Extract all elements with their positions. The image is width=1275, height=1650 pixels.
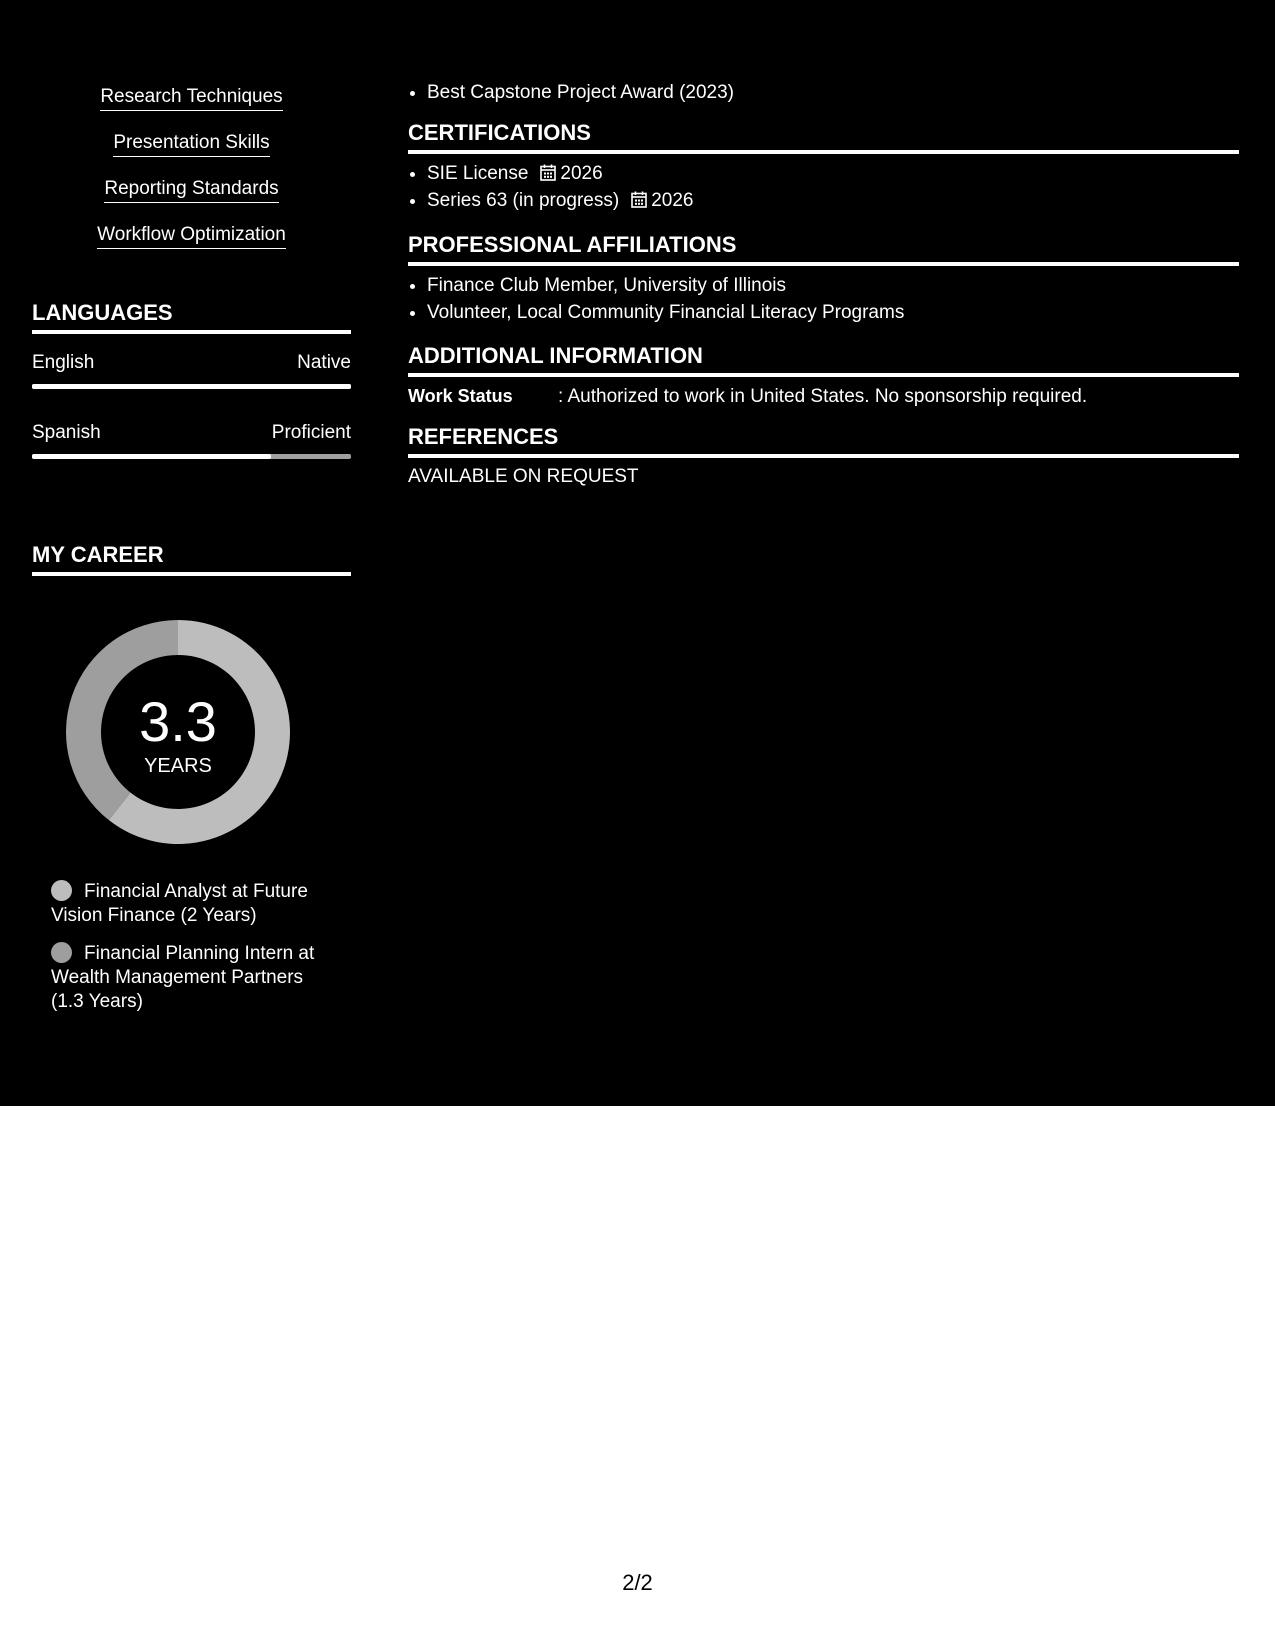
- skills-list: [32, 86, 351, 270]
- language-row: [32, 404, 351, 474]
- career-legend-item: [51, 942, 331, 1014]
- page-number: 2/2: [622, 1570, 653, 1595]
- career-title: MY CAREER: [32, 542, 351, 576]
- affiliation-item: • Finance Club Member, University of Illinois: [427, 272, 1239, 299]
- career-role-label: Financial Analyst at Future Vision Finance (2 Years): [51, 881, 308, 926]
- work-status-row: [408, 383, 1239, 410]
- certification-name: Series 63 (in progress): [427, 190, 620, 211]
- legend-dot-icon: [51, 942, 72, 963]
- award-item: • Best Capstone Project Award (2023): [427, 79, 1239, 106]
- certification-name: SIE License: [427, 163, 529, 184]
- work-status-label: Work Status: [408, 386, 513, 406]
- affiliations-section: [408, 232, 1239, 326]
- certifications-list: [408, 160, 1239, 214]
- certification-year: 2026: [651, 190, 694, 211]
- affiliations-list: [408, 272, 1239, 326]
- skill-tag: Research Techniques: [100, 86, 282, 111]
- career-section: [32, 542, 351, 1012]
- calendar-icon: [631, 191, 647, 208]
- career-total-value: 3.3: [139, 690, 217, 753]
- additional-info-section: [408, 343, 1239, 410]
- language-name: Spanish: [32, 422, 101, 443]
- additional-info-title: ADDITIONAL INFORMATION: [408, 343, 1239, 377]
- language-bar-fill: [32, 454, 271, 459]
- legend-dot-icon: [51, 880, 72, 901]
- languages-section: [32, 300, 351, 474]
- language-level: Proficient: [271, 422, 351, 443]
- language-name: English: [32, 352, 95, 373]
- skill-tag: Reporting Standards: [104, 178, 278, 203]
- certification-item: [427, 187, 1239, 214]
- certification-year: 2026: [560, 163, 603, 184]
- career-legend-item: [51, 880, 331, 928]
- affiliation-item: • Volunteer, Local Community Financial Literacy Programs: [427, 299, 1239, 326]
- affiliations-title: PROFESSIONAL AFFILIATIONS: [408, 232, 1239, 266]
- calendar-icon: [540, 164, 556, 181]
- left-column: [32, 0, 351, 1106]
- career-role-label: Financial Planning Intern at Wealth Management Partners (1.3 Years): [51, 943, 315, 1012]
- language-row: [32, 334, 351, 404]
- certification-item: [427, 160, 1239, 187]
- language-level: Native: [297, 352, 351, 373]
- skill-tag: Presentation Skills: [113, 132, 269, 157]
- language-bar: [32, 454, 351, 459]
- certifications-section: [408, 120, 1239, 214]
- references-section: [408, 424, 1239, 490]
- certifications-title: CERTIFICATIONS: [408, 120, 1239, 154]
- work-status-value: : Authorized to work in United States. No sponsorship required.: [558, 386, 1088, 407]
- awards-list: [408, 79, 1239, 106]
- language-bar-fill: [32, 384, 351, 389]
- languages-title: LANGUAGES: [32, 300, 351, 334]
- career-legend: [51, 880, 331, 1028]
- career-total-unit: YEARS: [144, 755, 212, 777]
- skill-tag: Workflow Optimization: [97, 224, 286, 249]
- references-text: AVAILABLE ON REQUEST: [408, 466, 639, 487]
- language-bar: [32, 384, 351, 389]
- references-title: REFERENCES: [408, 424, 1239, 458]
- career-donut-chart: [66, 620, 290, 844]
